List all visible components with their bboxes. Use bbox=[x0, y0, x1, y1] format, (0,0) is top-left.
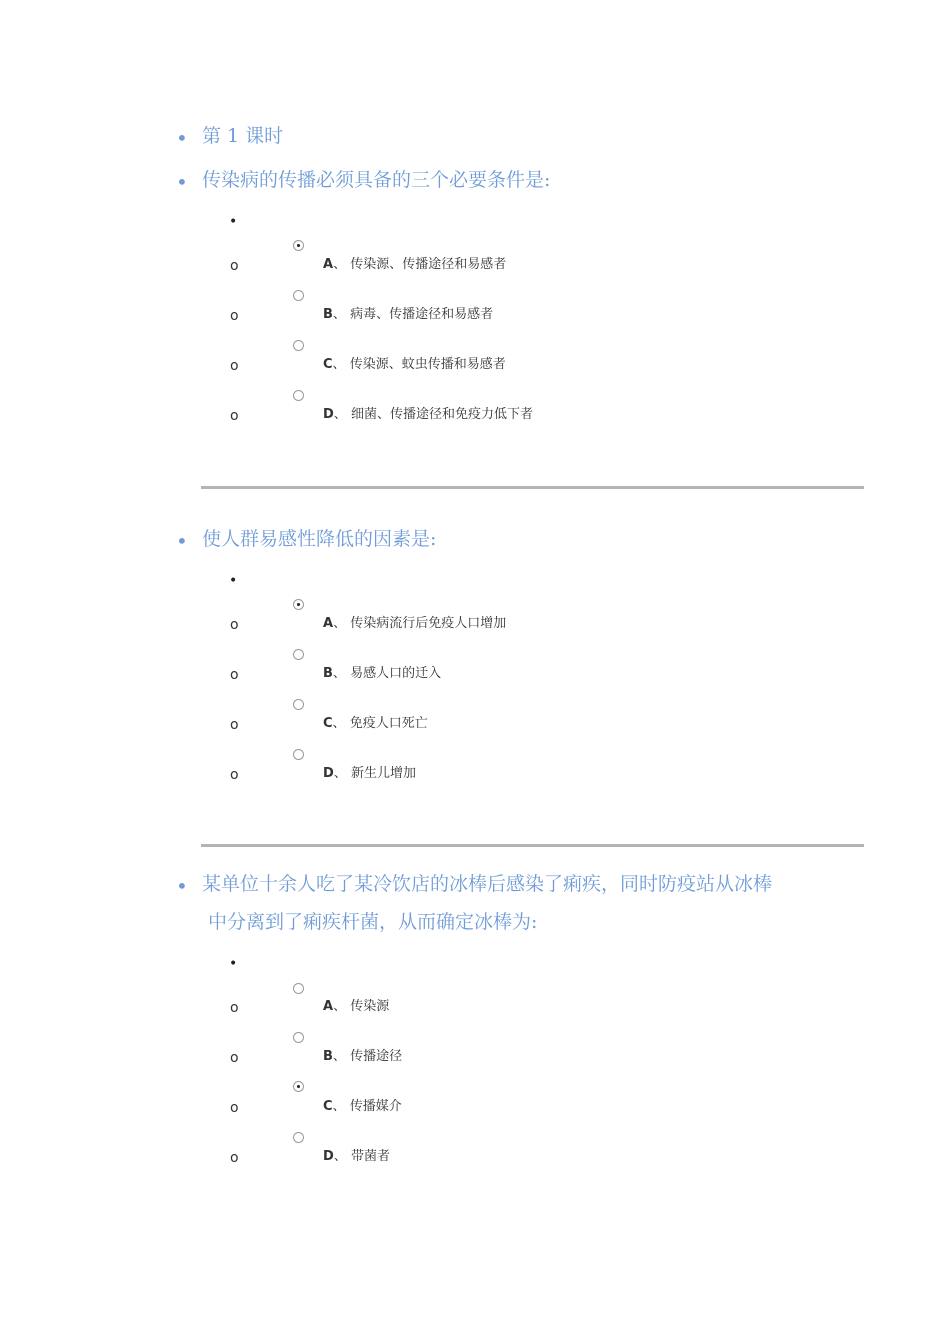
question-text-line-1: 某单位十余人吃了某冷饮店的冰棒后感染了痢疾，同时防疫站从冰棒 bbox=[202, 873, 773, 895]
option-q2-d: D、 新生儿增加 bbox=[323, 766, 416, 781]
bullet: • bbox=[176, 874, 188, 898]
bullet: • bbox=[176, 529, 188, 553]
option-q2-a: A、 传染病流行后免疫人口增加 bbox=[323, 616, 507, 631]
bullet: • bbox=[176, 126, 188, 150]
option-q1-b: B、 病毒、传播途径和易感者 bbox=[323, 307, 494, 322]
option-q3-d: D、 带菌者 bbox=[323, 1149, 390, 1164]
radio-q3-d[interactable] bbox=[293, 1132, 304, 1143]
radio-q1-c[interactable] bbox=[293, 340, 304, 351]
option-marker: o bbox=[230, 258, 239, 274]
question-text: 使人群易感性降低的因素是: bbox=[202, 528, 437, 550]
option-marker: o bbox=[230, 1050, 239, 1066]
question-text: 传染病的传播必须具备的三个必要条件是: bbox=[202, 169, 551, 191]
radio-q2-d[interactable] bbox=[293, 749, 304, 760]
option-q3-b: B、 传播途径 bbox=[323, 1049, 403, 1064]
question-text-line-2: 中分离到了痢疾杆菌，从而确定冰棒为: bbox=[208, 911, 538, 933]
option-marker: o bbox=[230, 617, 239, 633]
option-q3-c: C、 传播媒介 bbox=[323, 1099, 402, 1114]
option-marker: o bbox=[230, 1100, 239, 1116]
radio-q3-a[interactable] bbox=[293, 983, 304, 994]
sub-bullet: • bbox=[229, 214, 238, 230]
radio-q2-b[interactable] bbox=[293, 649, 304, 660]
divider bbox=[201, 486, 864, 489]
bullet: • bbox=[176, 170, 188, 194]
option-marker: o bbox=[230, 1150, 239, 1166]
option-q3-a: A、 传染源 bbox=[323, 999, 390, 1014]
sub-bullet: • bbox=[229, 573, 238, 589]
option-marker: o bbox=[230, 667, 239, 683]
option-marker: o bbox=[230, 1000, 239, 1016]
option-q1-d: D、 细菌、传播途径和免疫力低下者 bbox=[323, 407, 533, 422]
radio-q1-d[interactable] bbox=[293, 390, 304, 401]
radio-q1-b[interactable] bbox=[293, 290, 304, 301]
radio-q1-a[interactable] bbox=[293, 240, 304, 251]
option-marker: o bbox=[230, 358, 239, 374]
radio-q3-b[interactable] bbox=[293, 1032, 304, 1043]
option-marker: o bbox=[230, 308, 239, 324]
option-marker: o bbox=[230, 408, 239, 424]
option-marker: o bbox=[230, 717, 239, 733]
radio-q2-c[interactable] bbox=[293, 699, 304, 710]
lesson-title: 第 1 课时 bbox=[202, 125, 284, 147]
option-marker: o bbox=[230, 767, 239, 783]
divider bbox=[201, 844, 864, 847]
radio-q2-a[interactable] bbox=[293, 599, 304, 610]
sub-bullet: • bbox=[229, 956, 238, 972]
option-q1-c: C、 传染源、蚊虫传播和易感者 bbox=[323, 357, 506, 372]
option-q2-b: B、 易感人口的迁入 bbox=[323, 666, 442, 681]
option-q2-c: C、 免疫人口死亡 bbox=[323, 716, 428, 731]
radio-q3-c[interactable] bbox=[293, 1081, 304, 1092]
option-q1-a: A、 传染源、传播途径和易感者 bbox=[323, 257, 507, 272]
